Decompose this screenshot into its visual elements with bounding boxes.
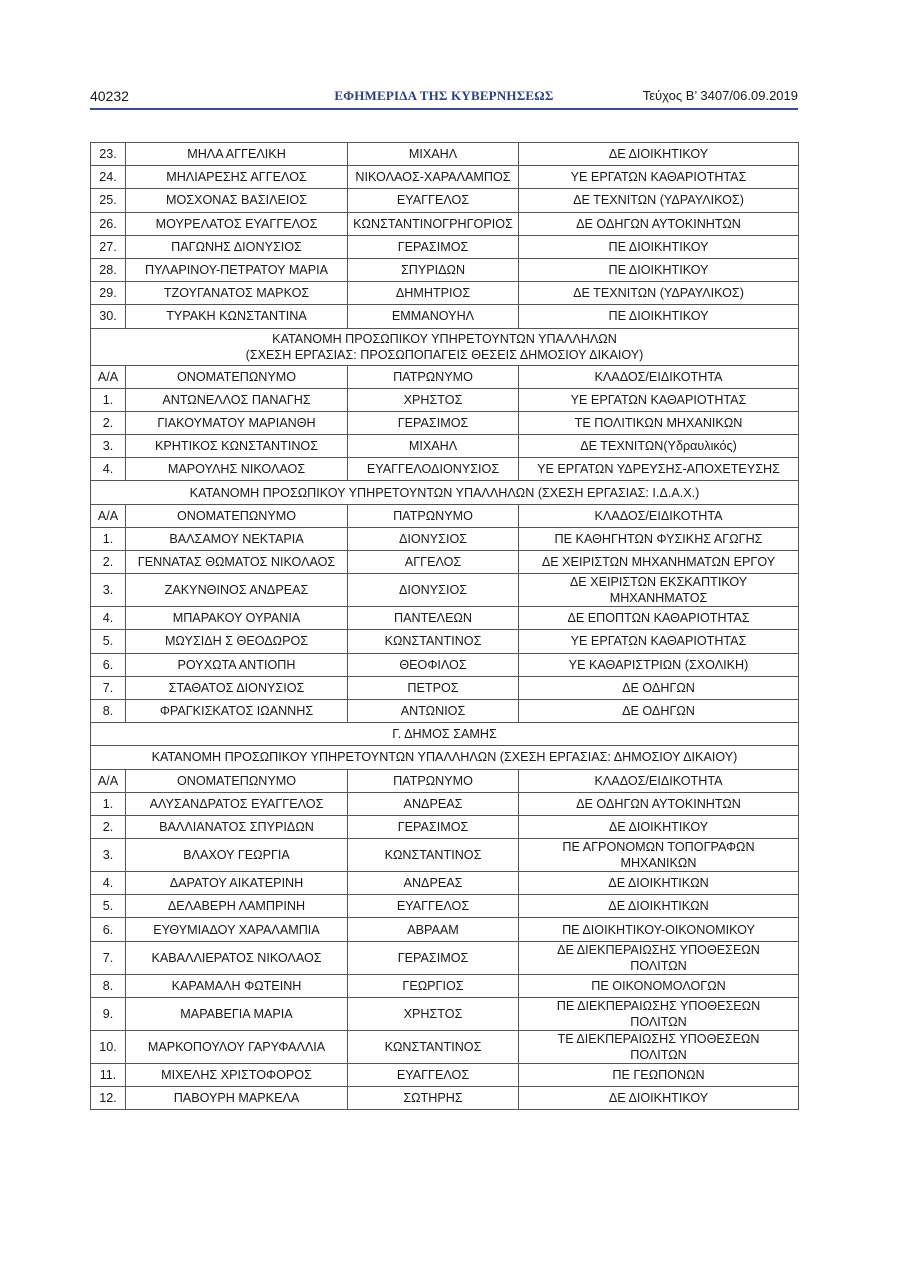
cell-specialty: ΔΕ ΤΕΧΝΙΤΩΝ(Υδραυλικός) — [519, 435, 799, 458]
cell-full-name: ΜΗΛΑ ΑΓΓΕΛΙΚΗ — [126, 143, 348, 166]
table-header-row — [91, 365, 799, 388]
cell-father-name: ΑΝΤΩΝΙΟΣ — [348, 699, 519, 722]
cell-father-name: ΑΝΔΡΕΑΣ — [348, 872, 519, 895]
cell-father-name: ΧΡΗΣΤΟΣ — [348, 997, 519, 1030]
cell-specialty: ΠΕ ΓΕΩΠΟΝΩΝ — [519, 1063, 799, 1086]
table-row — [91, 815, 799, 838]
cell-father-name: ΕΥΑΓΓΕΛΟΣ — [348, 189, 519, 212]
table-row — [91, 872, 799, 895]
specialty-line: ΤΕ ΔΙΕΚΠΕΡΑΙΩΣΗΣ ΥΠΟΘΕΣΕΩΝ — [557, 1031, 760, 1046]
cell-specialty: ΔΕ ΔΙΟΙΚΗΤΙΚΟΥ — [519, 143, 799, 166]
table-row — [91, 458, 799, 481]
cell-father-name: ΓΕΡΑΣΙΜΟΣ — [348, 411, 519, 434]
specialty-line: ΠΟΛΙΤΩΝ — [630, 958, 687, 973]
cell-number: 2. — [91, 551, 126, 574]
cell-number: 6. — [91, 653, 126, 676]
cell-father-name: ΜΙΧΑΗΛ — [348, 435, 519, 458]
cell-father-name: ΜΙΧΑΗΛ — [348, 143, 519, 166]
cell-number: 29. — [91, 282, 126, 305]
table-row — [91, 282, 799, 305]
cell-father-name: ΕΥΑΓΓΕΛΟΔΙΟΝΥΣΙΟΣ — [348, 458, 519, 481]
table-row — [91, 143, 799, 166]
cell-specialty: ΥΕ ΕΡΓΑΤΩΝ ΚΑΘΑΡΙΟΤΗΤΑΣ — [519, 388, 799, 411]
cell-number: 2. — [91, 411, 126, 434]
table-row — [91, 895, 799, 918]
cell-number: 7. — [91, 676, 126, 699]
header-cell-father-name: ΠΑΤΡΩΝΥΜΟ — [348, 769, 519, 792]
section-title-line: ΚΑΤΑΝΟΜΗ ΠΡΟΣΩΠΙΚΟΥ ΥΠΗΡΕΤΟΥΝΤΩΝ ΥΠΑΛΛΗΛΩΝ — [272, 331, 617, 346]
header-cell-specialty: ΚΛΑΔΟΣ/ΕΙΔΙΚΟΤΗΤΑ — [519, 769, 799, 792]
header-cell-father-name: ΠΑΤΡΩΝΥΜΟ — [348, 504, 519, 527]
cell-number: 2. — [91, 815, 126, 838]
header-cell-number: Α/Α — [91, 504, 126, 527]
table-row — [91, 607, 799, 630]
specialty-line: ΠΟΛΙΤΩΝ — [630, 1014, 687, 1029]
cell-number: 3. — [91, 839, 126, 872]
table-row — [91, 305, 799, 328]
cell-number: 9. — [91, 997, 126, 1030]
cell-specialty: ΠΕ ΔΙΟΙΚΗΤΙΚΟΥ — [519, 235, 799, 258]
cell-number: 11. — [91, 1063, 126, 1086]
cell-full-name: ΤΥΡΑΚΗ ΚΩΝΣΤΑΝΤΙΝΑ — [126, 305, 348, 328]
header-cell-father-name: ΠΑΤΡΩΝΥΜΟ — [348, 365, 519, 388]
cell-full-name: ΜΑΡΑΒΕΓΙΑ ΜΑΡΙΑ — [126, 997, 348, 1030]
cell-father-name: ΚΩΝΣΤΑΝΤΙΝΟΣ — [348, 1030, 519, 1063]
header-cell-full-name: ΟΝΟΜΑΤΕΠΩΝΥΜΟ — [126, 769, 348, 792]
cell-specialty: ΔΕ ΔΙΟΙΚΗΤΙΚΟΥ — [519, 1087, 799, 1110]
specialty-line: ΜΗΧΑΝΗΜΑΤΟΣ — [609, 591, 708, 606]
cell-father-name: ΧΡΗΣΤΟΣ — [348, 388, 519, 411]
cell-number: 6. — [91, 918, 126, 941]
section-title-line: Γ. ΔΗΜΟΣ ΣΑΜΗΣ — [392, 727, 497, 742]
specialty-line: ΠΕ ΔΙΕΚΠΕΡΑΙΩΣΗΣ ΥΠΟΘΕΣΕΩΝ — [556, 998, 761, 1013]
cell-number: 4. — [91, 458, 126, 481]
cell-number: 4. — [91, 607, 126, 630]
page-number: 40232 — [90, 88, 129, 104]
page-header — [90, 88, 798, 110]
cell-full-name: ΒΑΛΣΑΜΟΥ ΝΕΚΤΑΡΙΑ — [126, 527, 348, 550]
section-row — [91, 723, 799, 746]
table-row — [91, 574, 799, 607]
cell-specialty: ΔΕ ΤΕΧΝΙΤΩΝ (ΥΔΡΑΥΛΙΚΟΣ) — [519, 282, 799, 305]
cell-full-name: ΒΑΛΛΙΑΝΑΤΟΣ ΣΠΥΡΙΔΩΝ — [126, 815, 348, 838]
section-subtitle-line: (ΣΧΕΣΗ ΕΡΓΑΣΙΑΣ: ΠΡΟΣΩΠΟΠΑΓΕΙΣ ΘΕΣΕΙΣ ΔΗΜΟΣΙΟΥ ΔΙΚΑΙΟΥ) — [245, 347, 644, 362]
cell-full-name: ΔΑΡΑΤΟΥ ΑΙΚΑΤΕΡΙΝΗ — [126, 872, 348, 895]
cell-full-name: ΜΠΑΡΑΚΟΥ ΟΥΡΑΝΙΑ — [126, 607, 348, 630]
cell-full-name: ΚΑΒΑΛΛΙΕΡΑΤΟΣ ΝΙΚΟΛΑΟΣ — [126, 941, 348, 974]
header-cell-full-name: ΟΝΟΜΑΤΕΠΩΝΥΜΟ — [126, 365, 348, 388]
cell-number: 23. — [91, 143, 126, 166]
table-row — [91, 212, 799, 235]
specialty-line: ΔΕ ΔΙΕΚΠΕΡΑΙΩΣΗΣ ΥΠΟΘΕΣΕΩΝ — [557, 942, 760, 957]
specialty-line: ΜΗΧΑΝΙΚΩΝ — [620, 856, 697, 871]
cell-specialty: ΔΕ ΟΔΗΓΩΝ ΑΥΤΟΚΙΝΗΤΩΝ — [519, 792, 799, 815]
header-cell-number: Α/Α — [91, 365, 126, 388]
cell-full-name: ΜΗΛΙΑΡΕΣΗΣ ΑΓΓΕΛΟΣ — [126, 166, 348, 189]
cell-specialty: ΥΕ ΕΡΓΑΤΩΝ ΚΑΘΑΡΙΟΤΗΤΑΣ — [519, 630, 799, 653]
table-header-row — [91, 504, 799, 527]
cell-specialty: ΔΕ ΔΙΟΙΚΗΤΙΚΩΝ — [519, 872, 799, 895]
cell-specialty: ΔΕ ΤΕΧΝΙΤΩΝ (ΥΔΡΑΥΛΙΚΟΣ) — [519, 189, 799, 212]
cell-full-name: ΜΩΥΣΙΔΗ Σ ΘΕΟΔΩΡΟΣ — [126, 630, 348, 653]
header-cell-full-name: ΟΝΟΜΑΤΕΠΩΝΥΜΟ — [126, 504, 348, 527]
personnel-table — [90, 142, 799, 1110]
cell-number: 5. — [91, 895, 126, 918]
table-row — [91, 1087, 799, 1110]
cell-number: 3. — [91, 574, 126, 607]
cell-specialty: ΔΕ ΟΔΗΓΩΝ — [519, 699, 799, 722]
cell-full-name: ΕΥΘΥΜΙΑΔΟΥ ΧΑΡΑΛΑΜΠΙΑ — [126, 918, 348, 941]
cell-specialty: ΔΕ ΔΙΟΙΚΗΤΙΚΩΝ — [519, 895, 799, 918]
table-row — [91, 435, 799, 458]
table-row — [91, 388, 799, 411]
cell-father-name: ΚΩΝΣΤΑΝΤΙΝΟΓΡΗΓΟΡΙΟΣ — [348, 212, 519, 235]
table-row — [91, 166, 799, 189]
cell-specialty: ΔΕ ΟΔΗΓΩΝ ΑΥΤΟΚΙΝΗΤΩΝ — [519, 212, 799, 235]
cell-full-name: ΓΙΑΚΟΥΜΑΤΟΥ ΜΑΡΙΑΝΘΗ — [126, 411, 348, 434]
cell-full-name: ΑΛΥΣΑΝΔΡΑΤΟΣ ΕΥΑΓΓΕΛΟΣ — [126, 792, 348, 815]
issue-info: Τεύχος Β’ 3407/06.09.2019 — [642, 88, 798, 103]
section-title — [91, 328, 799, 365]
cell-full-name: ΠΑΒΟΥΡΗ ΜΑΡΚΕΛΑ — [126, 1087, 348, 1110]
cell-number: 7. — [91, 941, 126, 974]
cell-father-name: ΣΠΥΡΙΔΩΝ — [348, 258, 519, 281]
cell-father-name: ΔΙΟΝΥΣΙΟΣ — [348, 527, 519, 550]
cell-specialty: ΔΕ ΕΠΟΠΤΩΝ ΚΑΘΑΡΙΟΤΗΤΑΣ — [519, 607, 799, 630]
cell-father-name: ΕΜΜΑΝΟΥΗΛ — [348, 305, 519, 328]
table-row — [91, 792, 799, 815]
cell-father-name: ΓΕΡΑΣΙΜΟΣ — [348, 941, 519, 974]
table-row — [91, 839, 799, 872]
section-row — [91, 328, 799, 365]
cell-number: 1. — [91, 527, 126, 550]
cell-father-name: ΓΕΩΡΓΙΟΣ — [348, 974, 519, 997]
cell-full-name: ΡΟΥΧΩΤΑ ΑΝΤΙΟΠΗ — [126, 653, 348, 676]
cell-father-name: ΔΙΟΝΥΣΙΟΣ — [348, 574, 519, 607]
cell-full-name: ΤΖΟΥΓΑΝΑΤΟΣ ΜΑΡΚΟΣ — [126, 282, 348, 305]
cell-full-name: ΔΕΛΑΒΕΡΗ ΛΑΜΠΡΙΝΗ — [126, 895, 348, 918]
specialty-line: ΠΕ ΑΓΡΟΝΟΜΩΝ ΤΟΠΟΓΡΑΦΩΝ — [562, 840, 755, 855]
table-row — [91, 676, 799, 699]
cell-specialty — [519, 839, 799, 872]
cell-specialty: ΠΕ ΔΙΟΙΚΗΤΙΚΟΥ — [519, 258, 799, 281]
section-title — [91, 481, 799, 504]
cell-full-name: ΚΑΡΑΜΑΛΗ ΦΩΤΕΙΝΗ — [126, 974, 348, 997]
personnel-table-body — [91, 143, 799, 1110]
table-row — [91, 918, 799, 941]
table-row — [91, 1030, 799, 1063]
cell-specialty: ΔΕ ΔΙΟΙΚΗΤΙΚΟΥ — [519, 815, 799, 838]
table-row — [91, 235, 799, 258]
cell-specialty: ΤΕ ΠΟΛΙΤΙΚΩΝ ΜΗΧΑΝΙΚΩΝ — [519, 411, 799, 434]
table-row — [91, 189, 799, 212]
cell-number: 8. — [91, 974, 126, 997]
section-title — [91, 723, 799, 746]
cell-number: 25. — [91, 189, 126, 212]
cell-full-name: ΒΛΑΧΟΥ ΓΕΩΡΓΙΑ — [126, 839, 348, 872]
cell-full-name: ΜΟΥΡΕΛΑΤΟΣ ΕΥΑΓΓΕΛΟΣ — [126, 212, 348, 235]
specialty-line: ΔΕ ΧΕΙΡΙΣΤΩΝ ΕΚΣΚΑΠΤΙΚΟΥ — [569, 575, 748, 590]
cell-number: 3. — [91, 435, 126, 458]
cell-number: 1. — [91, 388, 126, 411]
cell-specialty — [519, 1030, 799, 1063]
table-row — [91, 551, 799, 574]
cell-full-name: ΑΝΤΩΝΕΛΛΟΣ ΠΑΝΑΓΗΣ — [126, 388, 348, 411]
cell-number: 10. — [91, 1030, 126, 1063]
section-row — [91, 746, 799, 769]
table-row — [91, 941, 799, 974]
cell-father-name: ΕΥΑΓΓΕΛΟΣ — [348, 895, 519, 918]
cell-father-name: ΑΝΔΡΕΑΣ — [348, 792, 519, 815]
cell-number: 12. — [91, 1087, 126, 1110]
cell-full-name: ΜΑΡΟΥΛΗΣ ΝΙΚΟΛΑΟΣ — [126, 458, 348, 481]
table-header-row — [91, 769, 799, 792]
table-row — [91, 630, 799, 653]
cell-full-name: ΠΑΓΩΝΗΣ ΔΙΟΝΥΣΙΟΣ — [126, 235, 348, 258]
cell-full-name: ΓΕΝΝΑΤΑΣ ΘΩΜΑΤΟΣ ΝΙΚΟΛΑΟΣ — [126, 551, 348, 574]
cell-specialty: ΔΕ ΧΕΙΡΙΣΤΩΝ ΜΗΧΑΝΗΜΑΤΩΝ ΕΡΓΟΥ — [519, 551, 799, 574]
header-cell-specialty: ΚΛΑΔΟΣ/ΕΙΔΙΚΟΤΗΤΑ — [519, 504, 799, 527]
cell-full-name: ΣΤΑΘΑΤΟΣ ΔΙΟΝΥΣΙΟΣ — [126, 676, 348, 699]
table-row — [91, 699, 799, 722]
specialty-line: ΠΟΛΙΤΩΝ — [630, 1047, 687, 1062]
cell-father-name: ΓΕΡΑΣΙΜΟΣ — [348, 815, 519, 838]
cell-number: 1. — [91, 792, 126, 815]
cell-father-name: ΚΩΝΣΤΑΝΤΙΝΟΣ — [348, 630, 519, 653]
cell-number: 30. — [91, 305, 126, 328]
cell-full-name: ΖΑΚΥΝΘΙΝΟΣ ΑΝΔΡΕΑΣ — [126, 574, 348, 607]
cell-father-name: ΝΙΚΟΛΑΟΣ-ΧΑΡΑΛΑΜΠΟΣ — [348, 166, 519, 189]
section-title — [91, 746, 799, 769]
cell-father-name: ΑΓΓΕΛΟΣ — [348, 551, 519, 574]
table-row — [91, 258, 799, 281]
cell-specialty — [519, 574, 799, 607]
cell-number: 26. — [91, 212, 126, 235]
cell-full-name: ΜΙΧΕΛΗΣ ΧΡΙΣΤΟΦΟΡΟΣ — [126, 1063, 348, 1086]
cell-specialty: ΠΕ ΔΙΟΙΚΗΤΙΚΟΥ — [519, 305, 799, 328]
cell-full-name: ΦΡΑΓΚΙΣΚΑΤΟΣ ΙΩΑΝΝΗΣ — [126, 699, 348, 722]
cell-father-name: ΕΥΑΓΓΕΛΟΣ — [348, 1063, 519, 1086]
cell-number: 8. — [91, 699, 126, 722]
cell-specialty: ΥΕ ΕΡΓΑΤΩΝ ΥΔΡΕΥΣΗΣ-ΑΠΟΧΕΤΕΥΣΗΣ — [519, 458, 799, 481]
cell-specialty: ΠΕ ΚΑΘΗΓΗΤΩΝ ΦΥΣΙΚΗΣ ΑΓΩΓΗΣ — [519, 527, 799, 550]
section-title-line: ΚΑΤΑΝΟΜΗ ΠΡΟΣΩΠΙΚΟΥ ΥΠΗΡΕΤΟΥΝΤΩΝ ΥΠΑΛΛΗΛΩΝ (ΣΧΕΣΗ ΕΡΓΑΣΙΑΣ: Ι.Δ.Α.Χ.) — [189, 485, 700, 500]
cell-father-name: ΠΑΝΤΕΛΕΩΝ — [348, 607, 519, 630]
table-row — [91, 974, 799, 997]
section-title-line: ΚΑΤΑΝΟΜΗ ΠΡΟΣΩΠΙΚΟΥ ΥΠΗΡΕΤΟΥΝΤΩΝ ΥΠΑΛΛΗΛΩΝ (ΣΧΕΣΗ ΕΡΓΑΣΙΑΣ: ΔΗΜΟΣΙΟΥ ΔΙΚΑΙΟΥ) — [151, 750, 738, 765]
cell-specialty — [519, 941, 799, 974]
cell-number: 27. — [91, 235, 126, 258]
header-cell-specialty: ΚΛΑΔΟΣ/ΕΙΔΙΚΟΤΗΤΑ — [519, 365, 799, 388]
cell-number: 28. — [91, 258, 126, 281]
cell-father-name: ΔΗΜΗΤΡΙΟΣ — [348, 282, 519, 305]
cell-full-name: ΚΡΗΤΙΚΟΣ ΚΩΝΣΤΑΝΤΙΝΟΣ — [126, 435, 348, 458]
cell-number: 4. — [91, 872, 126, 895]
table-row — [91, 997, 799, 1030]
cell-father-name: ΘΕΟΦΙΛΟΣ — [348, 653, 519, 676]
cell-number: 5. — [91, 630, 126, 653]
cell-specialty: ΠΕ ΔΙΟΙΚΗΤΙΚΟΥ-ΟΙΚΟΝΟΜΙΚΟΥ — [519, 918, 799, 941]
cell-father-name: ΑΒΡΑΑΜ — [348, 918, 519, 941]
cell-father-name: ΣΩΤΗΡΗΣ — [348, 1087, 519, 1110]
table-row — [91, 1063, 799, 1086]
table-row — [91, 653, 799, 676]
cell-specialty: ΔΕ ΟΔΗΓΩΝ — [519, 676, 799, 699]
cell-father-name: ΚΩΝΣΤΑΝΤΙΝΟΣ — [348, 839, 519, 872]
table-row — [91, 411, 799, 434]
cell-father-name: ΠΕΤΡΟΣ — [348, 676, 519, 699]
cell-full-name: ΠΥΛΑΡΙΝΟΥ-ΠΕΤΡΑΤΟΥ ΜΑΡΙΑ — [126, 258, 348, 281]
table-row — [91, 527, 799, 550]
section-row — [91, 481, 799, 504]
cell-specialty: ΠΕ ΟΙΚΟΝΟΜΟΛΟΓΩΝ — [519, 974, 799, 997]
cell-full-name: ΜΑΡΚΟΠΟΥΛΟΥ ΓΑΡΥΦΑΛΛΙΑ — [126, 1030, 348, 1063]
cell-specialty — [519, 997, 799, 1030]
header-cell-number: Α/Α — [91, 769, 126, 792]
cell-full-name: ΜΟΣΧΟΝΑΣ ΒΑΣΙΛΕΙΟΣ — [126, 189, 348, 212]
cell-father-name: ΓΕΡΑΣΙΜΟΣ — [348, 235, 519, 258]
cell-specialty: ΥΕ ΚΑΘΑΡΙΣΤΡΙΩΝ (ΣΧΟΛΙΚΗ) — [519, 653, 799, 676]
cell-specialty: ΥΕ ΕΡΓΑΤΩΝ ΚΑΘΑΡΙΟΤΗΤΑΣ — [519, 166, 799, 189]
gazette-title: ΕΦΗΜΕΡΙΔΑ ΤΗΣ ΚΥΒΕΡΝΗΣΕΩΣ — [334, 88, 554, 103]
cell-number: 24. — [91, 166, 126, 189]
